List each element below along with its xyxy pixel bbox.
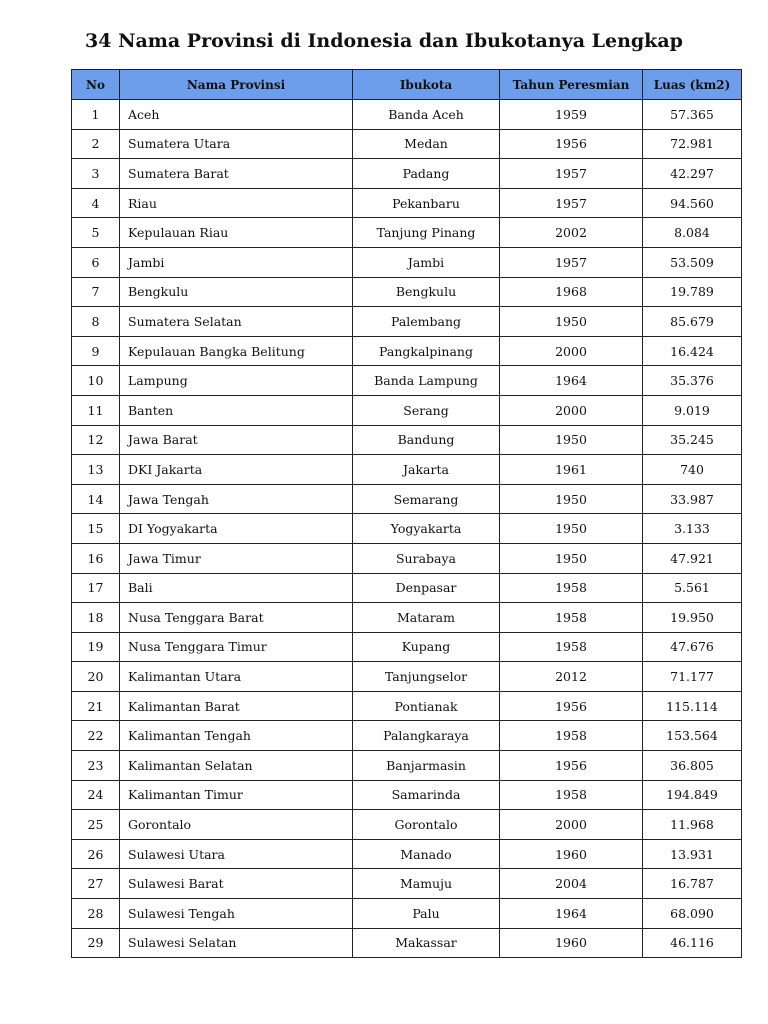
cell-luas: 13.931 <box>643 839 742 869</box>
cell-ibukota: Pangkalpinang <box>353 336 500 366</box>
cell-no: 21 <box>72 691 120 721</box>
cell-nama-provinsi: Sulawesi Tengah <box>120 899 353 929</box>
cell-nama-provinsi: Bali <box>120 573 353 603</box>
cell-ibukota: Makassar <box>353 928 500 958</box>
cell-nama-provinsi: Sulawesi Selatan <box>120 928 353 958</box>
table-row <box>72 395 742 425</box>
table-row <box>72 100 742 130</box>
cell-luas: 85.679 <box>643 307 742 337</box>
cell-ibukota: Surabaya <box>353 543 500 573</box>
table-row <box>72 869 742 899</box>
cell-luas: 740 <box>643 455 742 485</box>
cell-no: 28 <box>72 899 120 929</box>
cell-tahun-peresmian: 1956 <box>500 751 643 781</box>
cell-luas: 72.981 <box>643 129 742 159</box>
cell-nama-provinsi: Jambi <box>120 247 353 277</box>
cell-luas: 94.560 <box>643 188 742 218</box>
cell-no: 11 <box>72 395 120 425</box>
cell-no: 9 <box>72 336 120 366</box>
cell-tahun-peresmian: 1956 <box>500 129 643 159</box>
cell-luas: 115.114 <box>643 691 742 721</box>
cell-tahun-peresmian: 1958 <box>500 780 643 810</box>
table-row <box>72 277 742 307</box>
table-body <box>72 100 742 958</box>
table-row <box>72 247 742 277</box>
cell-no: 25 <box>72 810 120 840</box>
table-row <box>72 691 742 721</box>
cell-luas: 57.365 <box>643 100 742 130</box>
cell-tahun-peresmian: 2002 <box>500 218 643 248</box>
cell-ibukota: Bandung <box>353 425 500 455</box>
table-row <box>72 780 742 810</box>
table-row <box>72 632 742 662</box>
page-title: 34 Nama Provinsi di Indonesia dan Ibukotanya Lengkap <box>85 30 683 52</box>
cell-nama-provinsi: Sumatera Selatan <box>120 307 353 337</box>
cell-ibukota: Pontianak <box>353 691 500 721</box>
table-row <box>72 129 742 159</box>
cell-tahun-peresmian: 1958 <box>500 632 643 662</box>
cell-no: 10 <box>72 366 120 396</box>
cell-ibukota: Banda Lampung <box>353 366 500 396</box>
table-row <box>72 484 742 514</box>
cell-ibukota: Yogyakarta <box>353 514 500 544</box>
cell-ibukota: Palu <box>353 899 500 929</box>
cell-ibukota: Manado <box>353 839 500 869</box>
cell-no: 5 <box>72 218 120 248</box>
cell-ibukota: Serang <box>353 395 500 425</box>
cell-luas: 33.987 <box>643 484 742 514</box>
table-row <box>72 662 742 692</box>
cell-ibukota: Mataram <box>353 603 500 633</box>
cell-ibukota: Tanjungselor <box>353 662 500 692</box>
cell-ibukota: Semarang <box>353 484 500 514</box>
cell-nama-provinsi: Banten <box>120 395 353 425</box>
cell-ibukota: Jambi <box>353 247 500 277</box>
table-row <box>72 839 742 869</box>
cell-no: 23 <box>72 751 120 781</box>
cell-tahun-peresmian: 1960 <box>500 839 643 869</box>
cell-luas: 53.509 <box>643 247 742 277</box>
table-header-row <box>72 70 742 100</box>
cell-no: 27 <box>72 869 120 899</box>
cell-nama-provinsi: Sulawesi Barat <box>120 869 353 899</box>
table-row <box>72 455 742 485</box>
cell-no: 19 <box>72 632 120 662</box>
cell-ibukota: Gorontalo <box>353 810 500 840</box>
cell-tahun-peresmian: 1958 <box>500 573 643 603</box>
cell-no: 22 <box>72 721 120 751</box>
cell-nama-provinsi: DI Yogyakarta <box>120 514 353 544</box>
cell-luas: 5.561 <box>643 573 742 603</box>
cell-nama-provinsi: Gorontalo <box>120 810 353 840</box>
cell-nama-provinsi: Kalimantan Barat <box>120 691 353 721</box>
cell-luas: 9.019 <box>643 395 742 425</box>
cell-no: 20 <box>72 662 120 692</box>
cell-tahun-peresmian: 2004 <box>500 869 643 899</box>
cell-no: 17 <box>72 573 120 603</box>
cell-luas: 194.849 <box>643 780 742 810</box>
cell-nama-provinsi: Kalimantan Tengah <box>120 721 353 751</box>
table-row <box>72 425 742 455</box>
cell-luas: 71.177 <box>643 662 742 692</box>
cell-nama-provinsi: Riau <box>120 188 353 218</box>
cell-nama-provinsi: DKI Jakarta <box>120 455 353 485</box>
cell-no: 29 <box>72 928 120 958</box>
cell-tahun-peresmian: 1950 <box>500 307 643 337</box>
cell-ibukota: Palangkaraya <box>353 721 500 751</box>
cell-tahun-peresmian: 1964 <box>500 366 643 396</box>
cell-nama-provinsi: Kalimantan Utara <box>120 662 353 692</box>
table-row <box>72 307 742 337</box>
cell-tahun-peresmian: 1968 <box>500 277 643 307</box>
table-row <box>72 514 742 544</box>
header-tahun-peresmian: Tahun Peresmian <box>500 70 643 100</box>
cell-tahun-peresmian: 1958 <box>500 721 643 751</box>
cell-no: 15 <box>72 514 120 544</box>
cell-nama-provinsi: Sumatera Barat <box>120 159 353 189</box>
cell-ibukota: Bengkulu <box>353 277 500 307</box>
cell-ibukota: Pekanbaru <box>353 188 500 218</box>
cell-ibukota: Kupang <box>353 632 500 662</box>
cell-ibukota: Banda Aceh <box>353 100 500 130</box>
cell-ibukota: Palembang <box>353 307 500 337</box>
cell-nama-provinsi: Kalimantan Selatan <box>120 751 353 781</box>
cell-luas: 47.921 <box>643 543 742 573</box>
cell-nama-provinsi: Sulawesi Utara <box>120 839 353 869</box>
cell-tahun-peresmian: 1950 <box>500 484 643 514</box>
cell-nama-provinsi: Nusa Tenggara Timur <box>120 632 353 662</box>
cell-tahun-peresmian: 1964 <box>500 899 643 929</box>
cell-no: 3 <box>72 159 120 189</box>
table-row <box>72 366 742 396</box>
header-nama-provinsi: Nama Provinsi <box>120 70 353 100</box>
table-row <box>72 336 742 366</box>
cell-tahun-peresmian: 1950 <box>500 543 643 573</box>
cell-luas: 47.676 <box>643 632 742 662</box>
cell-luas: 19.789 <box>643 277 742 307</box>
cell-no: 12 <box>72 425 120 455</box>
cell-nama-provinsi: Bengkulu <box>120 277 353 307</box>
cell-ibukota: Mamuju <box>353 869 500 899</box>
cell-no: 24 <box>72 780 120 810</box>
table-row <box>72 899 742 929</box>
cell-nama-provinsi: Kalimantan Timur <box>120 780 353 810</box>
cell-tahun-peresmian: 2000 <box>500 336 643 366</box>
cell-luas: 36.805 <box>643 751 742 781</box>
cell-luas: 3.133 <box>643 514 742 544</box>
cell-tahun-peresmian: 1956 <box>500 691 643 721</box>
provinces-table <box>71 69 742 958</box>
cell-no: 14 <box>72 484 120 514</box>
table-row <box>72 159 742 189</box>
cell-nama-provinsi: Jawa Timur <box>120 543 353 573</box>
cell-nama-provinsi: Nusa Tenggara Barat <box>120 603 353 633</box>
cell-no: 13 <box>72 455 120 485</box>
table-row <box>72 928 742 958</box>
table-row <box>72 573 742 603</box>
cell-tahun-peresmian: 2000 <box>500 395 643 425</box>
table-row <box>72 543 742 573</box>
table-row <box>72 721 742 751</box>
cell-tahun-peresmian: 1959 <box>500 100 643 130</box>
cell-tahun-peresmian: 1957 <box>500 188 643 218</box>
cell-no: 18 <box>72 603 120 633</box>
cell-tahun-peresmian: 1961 <box>500 455 643 485</box>
cell-ibukota: Padang <box>353 159 500 189</box>
cell-nama-provinsi: Kepulauan Bangka Belitung <box>120 336 353 366</box>
cell-luas: 8.084 <box>643 218 742 248</box>
header-ibukota: Ibukota <box>353 70 500 100</box>
cell-tahun-peresmian: 1950 <box>500 425 643 455</box>
cell-no: 6 <box>72 247 120 277</box>
cell-no: 16 <box>72 543 120 573</box>
cell-tahun-peresmian: 1958 <box>500 603 643 633</box>
table-row <box>72 218 742 248</box>
cell-luas: 16.787 <box>643 869 742 899</box>
table-row <box>72 810 742 840</box>
table-row <box>72 603 742 633</box>
cell-luas: 35.376 <box>643 366 742 396</box>
cell-tahun-peresmian: 2000 <box>500 810 643 840</box>
table-row <box>72 188 742 218</box>
cell-luas: 35.245 <box>643 425 742 455</box>
cell-ibukota: Denpasar <box>353 573 500 603</box>
cell-nama-provinsi: Lampung <box>120 366 353 396</box>
cell-no: 8 <box>72 307 120 337</box>
cell-tahun-peresmian: 1950 <box>500 514 643 544</box>
cell-luas: 16.424 <box>643 336 742 366</box>
cell-nama-provinsi: Sumatera Utara <box>120 129 353 159</box>
cell-luas: 46.116 <box>643 928 742 958</box>
cell-no: 7 <box>72 277 120 307</box>
cell-nama-provinsi: Aceh <box>120 100 353 130</box>
cell-luas: 68.090 <box>643 899 742 929</box>
cell-tahun-peresmian: 1957 <box>500 247 643 277</box>
cell-nama-provinsi: Jawa Barat <box>120 425 353 455</box>
cell-no: 2 <box>72 129 120 159</box>
table-row <box>72 751 742 781</box>
cell-tahun-peresmian: 1960 <box>500 928 643 958</box>
cell-no: 4 <box>72 188 120 218</box>
header-luas: Luas (km2) <box>643 70 742 100</box>
cell-no: 1 <box>72 100 120 130</box>
cell-tahun-peresmian: 2012 <box>500 662 643 692</box>
cell-no: 26 <box>72 839 120 869</box>
cell-luas: 153.564 <box>643 721 742 751</box>
cell-nama-provinsi: Kepulauan Riau <box>120 218 353 248</box>
cell-ibukota: Tanjung Pinang <box>353 218 500 248</box>
cell-ibukota: Jakarta <box>353 455 500 485</box>
cell-ibukota: Medan <box>353 129 500 159</box>
header-no: No <box>72 70 120 100</box>
cell-tahun-peresmian: 1957 <box>500 159 643 189</box>
cell-luas: 19.950 <box>643 603 742 633</box>
cell-nama-provinsi: Jawa Tengah <box>120 484 353 514</box>
cell-luas: 42.297 <box>643 159 742 189</box>
cell-luas: 11.968 <box>643 810 742 840</box>
cell-ibukota: Banjarmasin <box>353 751 500 781</box>
cell-ibukota: Samarinda <box>353 780 500 810</box>
